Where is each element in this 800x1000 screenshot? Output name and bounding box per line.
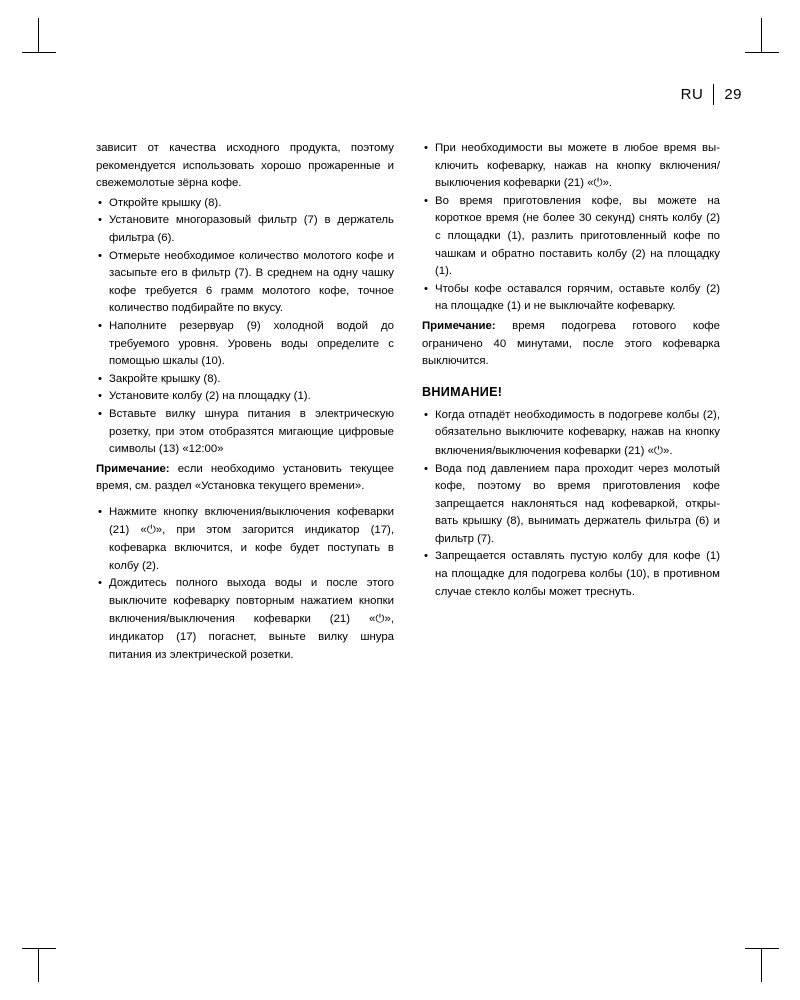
list-item [96, 575, 394, 664]
note-label: Примечание: [422, 319, 496, 332]
note-text: если необходимо установить текущее время, см. раздел «Установка текущего времени». [96, 462, 394, 493]
crop-mark-top-right-vertical [761, 18, 762, 52]
right-note [422, 318, 720, 371]
list-item [422, 407, 720, 461]
list-item: • Закройте крышку (8). [96, 371, 394, 389]
intro-paragraph: зависит от качества исходного продукта, поэтому рекомендуется использовать хорошо прожаренные и свежемолотые зёрна кофе. [96, 142, 394, 190]
list-item: • При необходимости вы можете в любое время выключить кофеварку, нажав на кнопку включения/выключения кофеварки (21) «⏻». [422, 140, 720, 193]
left-column [96, 140, 394, 666]
warning-list [422, 407, 720, 602]
list-item: • Запрещается оставлять пустую колбу для кофе (1) на площадке для подогрева колбы (10), в противном случае стекло колбы может треснуть. [422, 548, 720, 601]
note-label: Примечание: [96, 462, 170, 475]
list-item: • Во время приготовления кофе, вы можете на короткое время (не более 30 секунд) снять колбу (2) с площадки (1), разлить приготовленный кофе по чашкам и обратно поставить колбу (2) на площадку (1). [422, 193, 720, 281]
warning-text-part2: ». [663, 444, 673, 457]
left-step-list [96, 195, 394, 459]
step-text-part1: Дождитесь полного выхода воды и после этого выключите кофеварку повторным нажатием кнопки включения/выключения кофеварки (21) « [109, 577, 394, 626]
power-icon: ⏻ [375, 611, 385, 626]
right-step-list [422, 140, 720, 316]
list-item: • Чтобы кофе оставался горячим, оставьте колбу (2) на площадке (1) и не выключайте кофеварку. [422, 281, 720, 316]
crop-mark-top-left-horizontal [22, 52, 56, 53]
power-icon: ⏻ [146, 522, 156, 537]
crop-mark-top-left-vertical [38, 18, 39, 52]
warning-heading: ВНИМАНИЕ! [422, 384, 503, 399]
page-header [681, 84, 742, 105]
crop-mark-bottom-right-horizontal [745, 948, 779, 949]
step-text-part1: Нажмите кнопку включения/выключения кофеварки (21) « [109, 505, 394, 537]
list-item: • Установите колбу (2) на площадку (1). [96, 388, 394, 406]
power-icon: ⏻ [653, 442, 664, 457]
header-divider [713, 84, 714, 105]
list-item: • Наполните резервуар (9) холодной водой до требуемого уровня. Уровень воды определите с помощью шкалы (10). [96, 318, 394, 371]
step-text-part2: », при этом загорится индикатор (17), кофеварка включится, и кофе будет поступать в колбу (2). [109, 524, 394, 572]
left-note [96, 461, 394, 496]
list-item: • Вода под давлением пара проходит через молотый кофе, поэтому во время приготовления кофе запрещается наклоняться над кофеваркой, открывать крышку (8), вынимать держатель фильтра (6) и фильтр (7). [422, 461, 720, 549]
list-item: • Вставьте вилку шнура питания в электрическую розетку, при этом отобразятся мигающие цифровые символы (13) «12:00» [96, 406, 394, 459]
page-number: 29 [724, 86, 742, 103]
crop-mark-bottom-left-vertical [38, 948, 39, 982]
crop-mark-bottom-left-horizontal [22, 948, 56, 949]
list-item: • Откройте крышку (8). [96, 195, 394, 213]
two-column-body [96, 140, 720, 666]
list-item [96, 504, 394, 575]
language-code: RU [680, 86, 704, 103]
crop-mark-bottom-right-vertical [761, 948, 762, 982]
list-item: • Отмерьте необходимое количество молотого кофе и засыпьте его в фильтр (7). В среднем на одну чашку кофе требуется 6 грамм молотого кофе, точное количество подбирайте по вкусу. [96, 248, 394, 318]
note-text: время подогрева готового кофе ограничено 40 минутами, после этого кофеварка выключится. [422, 319, 720, 368]
left-step-list-continued [96, 504, 394, 664]
right-column [422, 140, 720, 666]
crop-mark-top-right-horizontal [745, 52, 779, 53]
step-text-part2: », индикатор (17) погаснет, выньте вилку шнура питания из электрической розетки. [109, 613, 394, 661]
warning-text-part1: Когда отпадёт необходимость в подогреве колбы (2), обязательно выключите кофеварку, нажав на кнопку включения/выключения кофеварки (21) « [435, 408, 720, 457]
list-item: • Установите многоразовый фильтр (7) в держатель фильтра (6). [96, 212, 394, 247]
